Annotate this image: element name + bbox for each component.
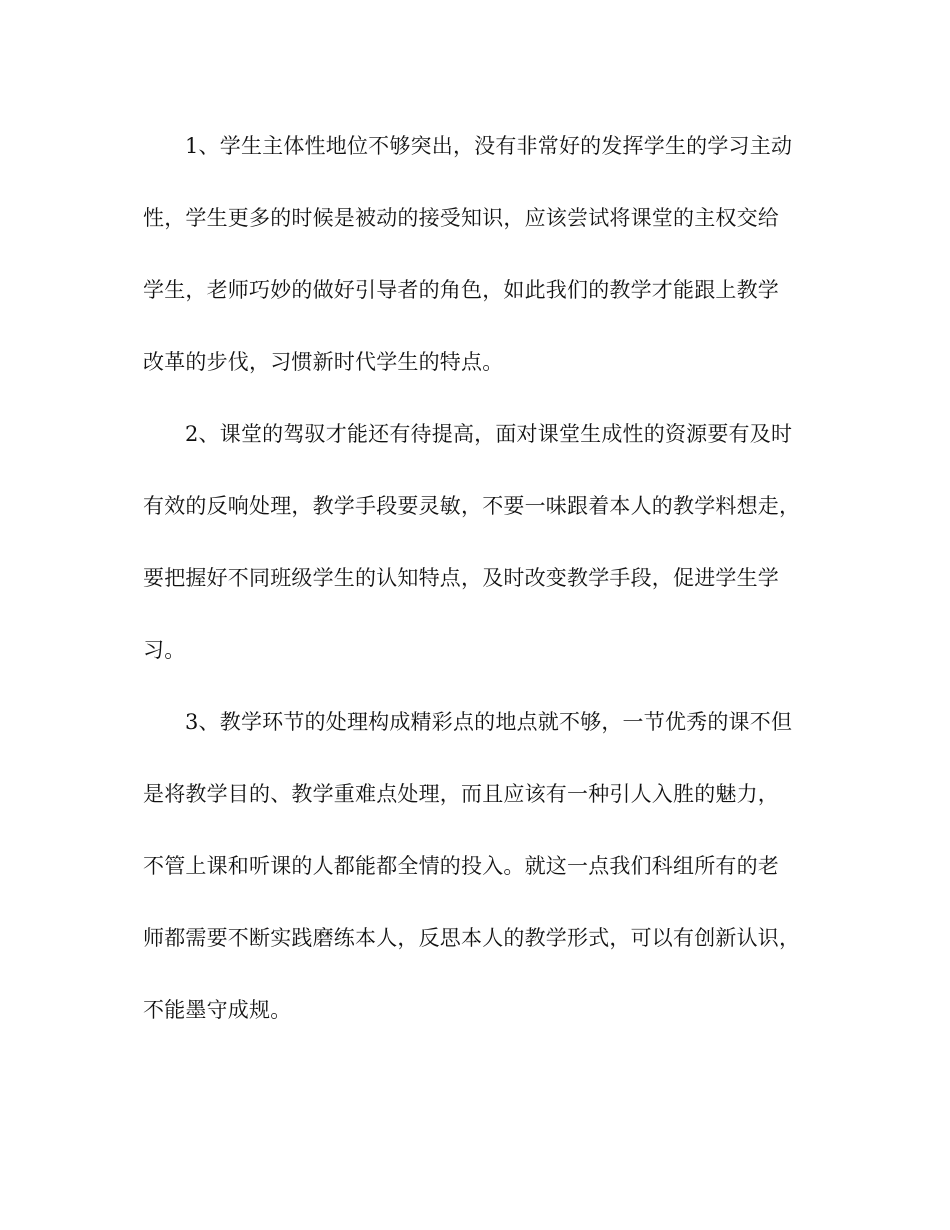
paragraph-1-line-1: 1、学生主体性地位不够突出，没有非常好的发挥学生的学习主动 xyxy=(185,134,793,158)
paragraph-3-line-3: 不管上课和听课的人都能都全情的投入。就这一点我们科组所有的老 xyxy=(143,854,779,878)
paragraph-1-line-3: 学生，老师巧妙的做好引导者的角色，如此我们的教学才能跟上教学 xyxy=(143,278,779,302)
paragraph-2-line-3: 要把握好不同班级学生的认知特点，及时改变教学手段，促进学生学 xyxy=(143,566,779,590)
paragraph-2-line-4: 习。 xyxy=(143,638,186,662)
paragraph-2-line-2: 有效的反响处理，教学手段要灵敏，不要一味跟着本人的教学料想走， xyxy=(143,494,801,518)
paragraph-3-line-2: 是将教学目的、教学重难点处理，而且应该有一种引人入胜的魅力， xyxy=(143,782,779,806)
paragraph-1-line-4: 改革的步伐，习惯新时代学生的特点。 xyxy=(143,350,504,374)
paragraph-1-line-2: 性，学生更多的时候是被动的接受知识，应该尝试将课堂的主权交给 xyxy=(143,206,779,230)
paragraph-2-line-1: 2、课堂的驾驭才能还有待提高，面对课堂生成性的资源要有及时 xyxy=(185,422,793,446)
paragraph-3-line-5: 不能墨守成规。 xyxy=(143,998,292,1022)
paragraph-3-line-4: 师都需要不断实践磨练本人，反思本人的教学形式，可以有创新认识， xyxy=(143,926,801,950)
paragraph-3-line-1: 3、教学环节的处理构成精彩点的地点就不够，一节优秀的课不但 xyxy=(185,710,793,734)
